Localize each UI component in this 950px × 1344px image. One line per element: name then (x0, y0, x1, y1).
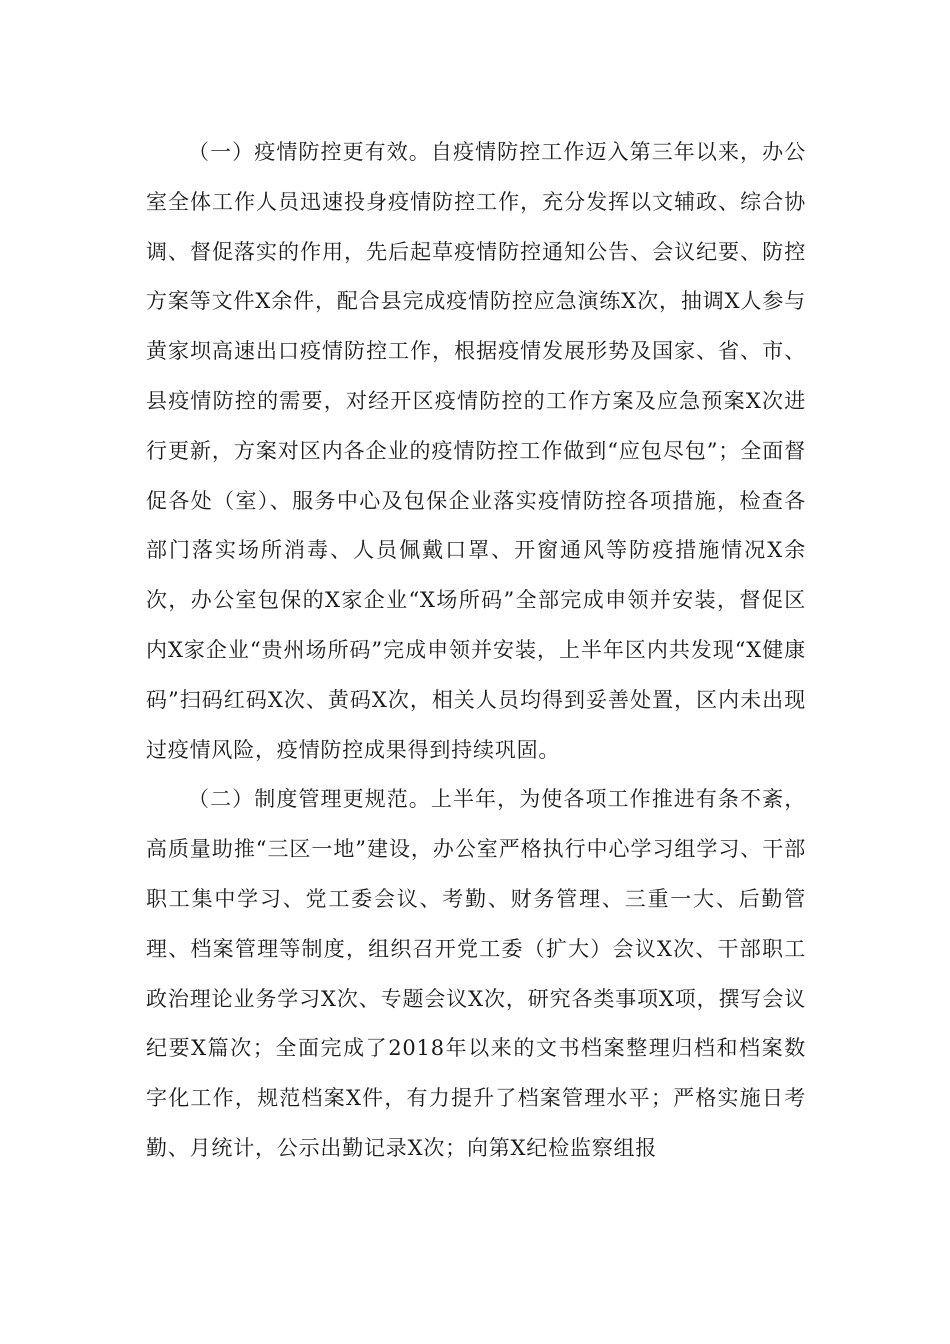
paragraph-epidemic-control: （一）疫情防控更有效。自疫情防控工作迈入第三年以来，办公室全体工作人员迅速投身疫情防控工作，充分发挥以文辅政、综合协调、督促落实的作用，先后起草疫情防控通知公告、会议纪要、防控方案等文件X余件，配合县完成疫情防控应急演练X次，抽调X人参与黄家坝高速出口疫情防控工作，根据疫情发展形势及国家、省、市、县疫情防控的需要，对经开区疫情防控的工作方案及应急预案X次进行更新，方案对区内各企业的疫情防控工作做到“应包尽包”；全面督促各处（室）、服务中心及包保企业落实疫情防控各项措施，检查各部门落实场所消毒、人员佩戴口罩、开窗通风等防疫措施情况X余次，办公室包保的X家企业“X场所码”全部完成申领并安装，督促区内X家企业“贵州场所码”完成申领并安装，上半年区内共发现“X健康码”扫码红码X次、黄码X次，相关人员均得到妥善处置，区内未出现过疫情风险，疫情防控成果得到持续巩固。 (146, 140, 806, 762)
document-body (146, 128, 806, 1174)
paragraph-system-management: （二）制度管理更规范。上半年，为使各项工作推进有条不紊，高质量助推“三区一地”建设，办公室严格执行中心学习组学习、干部职工集中学习、党工委会议、考勤、财务管理、三重一大、后勤管理、档案管理等制度，组织召开党工委（扩大）会议X次、干部职工政治理论业务学习X次、专题会议X次，研究各类事项X项，撰写会议纪要X篇次；全面完成了2018年以来的文书档案整理归档和档案数字化工作，规范档案X件，有力提升了档案管理水平；严格实施日考勤、月统计，公示出勤记录X次；向第X纪检监察组报 (146, 787, 806, 1160)
